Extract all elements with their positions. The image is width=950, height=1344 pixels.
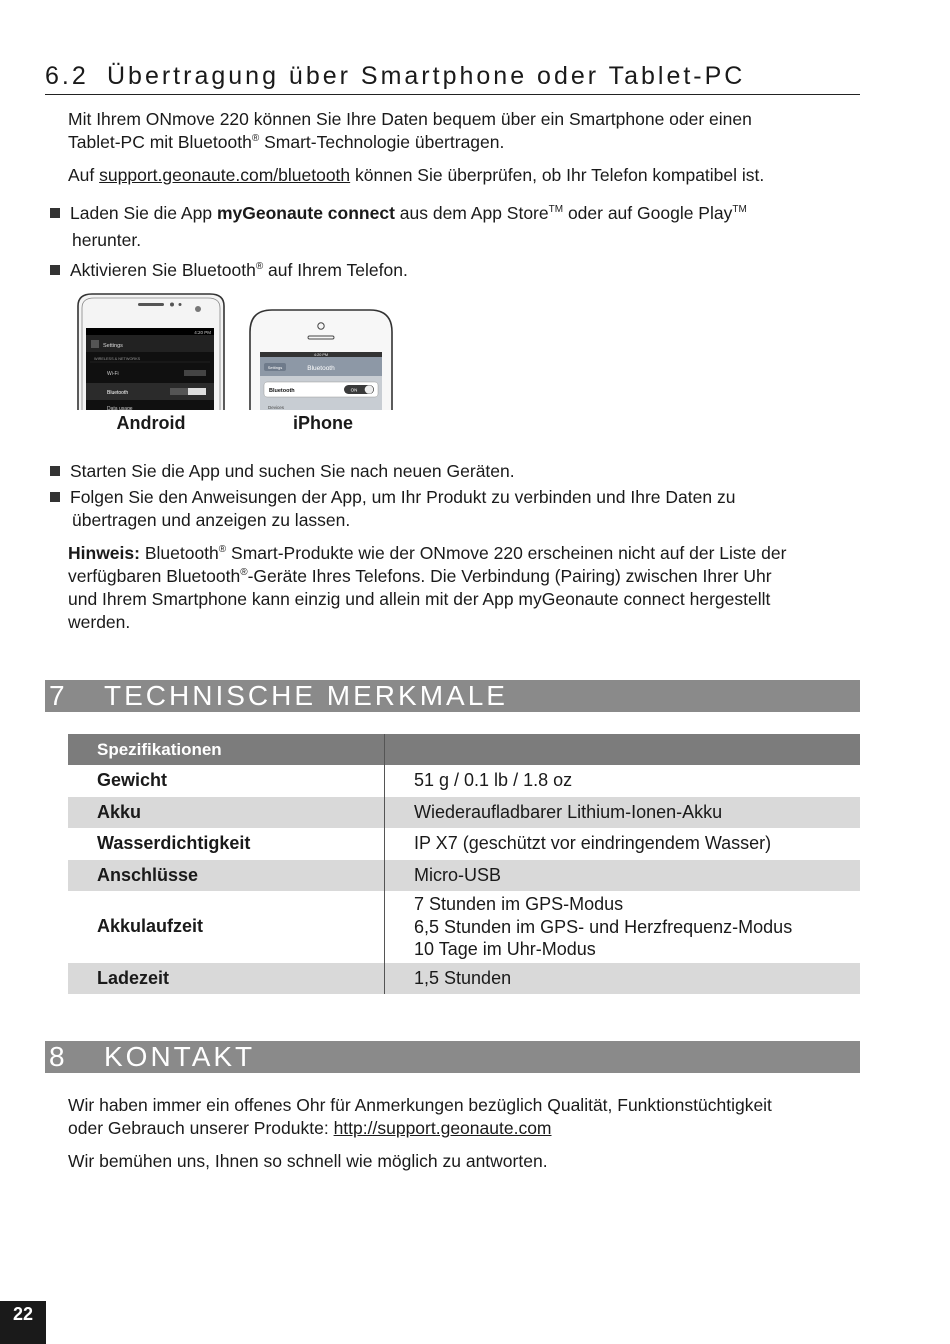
- spec-table: [68, 734, 860, 994]
- spec-key: Wasserdichtigkeit: [68, 828, 385, 860]
- spec-value: 7 Stunden im GPS-Modus 6,5 Stunden im GPS- und Herzfrequenz-Modus 10 Tage im Uhr-Modus: [414, 894, 793, 959]
- spec-key: Gewicht: [68, 765, 385, 797]
- intro-line-1: Mit Ihrem ONmove 220 können Sie Ihre Daten bequem über ein Smartphone oder einen: [68, 109, 752, 129]
- spec-table-header: [68, 734, 860, 765]
- intro-line-2: Tablet-PC mit Bluetooth® Smart-Technologie übertragen.: [68, 132, 505, 152]
- table-row: [68, 797, 860, 829]
- bullet-square-icon: [50, 492, 60, 502]
- bullet-follow-instructions: Folgen Sie den Anweisungen der App, um Ihr Produkt zu verbinden und Ihre Daten zu übertragen und anzeigen zu lassen.: [50, 486, 860, 532]
- spec-key: Akkulaufzeit: [68, 891, 385, 963]
- note-label: Hinweis:: [68, 543, 140, 563]
- spec-key: Ladezeit: [68, 963, 385, 995]
- spec-value: Wiederaufladbarer Lithium-Ionen-Akku: [385, 797, 861, 829]
- table-row: [68, 860, 860, 892]
- iphone-time: 4:20 PM: [313, 353, 329, 358]
- android-settings-title: Settings: [103, 343, 123, 349]
- iphone-devices-label: Devices: [268, 405, 285, 410]
- section-7-banner: [45, 680, 860, 712]
- bullet-download-app: Laden Sie die App myGeonaute connect aus dem App Store™ oder auf Google Play™ herunter.: [50, 200, 860, 254]
- iphone-toggle-on: ON: [350, 387, 358, 393]
- section-title: KONTAKT: [104, 1041, 256, 1072]
- section-number: 7: [49, 680, 68, 711]
- contact-link[interactable]: http://support.geonaute.com: [333, 1118, 552, 1138]
- spec-value: 51 g / 0.1 lb / 1.8 oz: [414, 770, 573, 791]
- bullet-square-icon: [50, 265, 60, 275]
- table-row: [68, 963, 860, 995]
- android-bluetooth-label: Bluetooth: [107, 390, 129, 396]
- bullet-square-icon: [50, 208, 60, 218]
- android-section-label: WIRELESS & NETWORKS: [94, 357, 141, 361]
- table-row: [68, 828, 860, 860]
- note-paragraph: Hinweis: Bluetooth® Smart-Produkte wie der ONmove 220 erscheinen nicht auf der Liste der verfügbaren Bluetooth®-Geräte Ihres Telefons. Die Verbindung (Pairing) zwischen Ihrer Uhr und Ihrem Smartphone kann einzig und allein mit der App myGeonaute connect hergestellt werden.: [68, 543, 787, 632]
- section-title: Übertragung über Smartphone oder Tablet-PC: [107, 62, 746, 90]
- spec-key: Akku: [68, 797, 385, 829]
- compatibility-paragraph: Auf support.geonaute.com/bluetooth können Sie überprüfen, ob Ihr Telefon kompatibel ist.: [68, 165, 765, 185]
- spec-header-empty: [385, 734, 861, 765]
- response-paragraph: Wir bemühen uns, Ihnen so schnell wie möglich zu antworten.: [68, 1151, 548, 1171]
- table-row: [68, 765, 860, 797]
- table-row: [68, 891, 860, 963]
- bullet-start-app: Starten Sie die App und suchen Sie nach neuen Geräten.: [50, 458, 860, 485]
- spec-value: IP X7 (geschützt vor eindringendem Wasser): [414, 833, 772, 854]
- iphone-caption: iPhone: [292, 413, 353, 433]
- section-8-banner: [45, 1041, 860, 1073]
- section-title: TECHNISCHE MERKMALE: [104, 680, 508, 711]
- section-number: 6.2: [45, 62, 89, 90]
- android-data-usage-label: Data usage: [107, 406, 133, 410]
- android-caption: Android: [116, 413, 186, 433]
- page-number: 22: [0, 1301, 46, 1344]
- section-6-2-heading: [45, 58, 860, 95]
- spec-key: Anschlüsse: [68, 860, 385, 892]
- bullet-activate-bluetooth: Aktivieren Sie Bluetooth® auf Ihrem Telefon.: [50, 257, 860, 284]
- iphone-nav-title: Bluetooth: [307, 365, 335, 372]
- iphone-image: [248, 308, 394, 410]
- spec-value: 1,5 Stunden: [385, 963, 861, 995]
- iphone-bluetooth-row: Bluetooth: [269, 388, 295, 394]
- iphone-back-button: Settings: [267, 365, 283, 370]
- spec-value: Micro-USB: [385, 860, 861, 892]
- intro-paragraph: [68, 108, 868, 154]
- bullet-square-icon: [50, 466, 60, 476]
- section-number: 8: [49, 1041, 68, 1072]
- spec-header-cell: Spezifikationen: [68, 734, 385, 765]
- android-time: 4:20 PM: [194, 330, 211, 335]
- android-wifi-label: Wi-Fi: [107, 371, 119, 377]
- contact-paragraph: Wir haben immer ein offenes Ohr für Anmerkungen bezüglich Qualität, Funktionstüchtigkeit oder Gebrauch unserer Produkte: http://support.geonaute.com: [68, 1095, 772, 1138]
- support-link[interactable]: support.geonaute.com/bluetooth: [99, 165, 351, 185]
- android-phone-image: [76, 292, 226, 410]
